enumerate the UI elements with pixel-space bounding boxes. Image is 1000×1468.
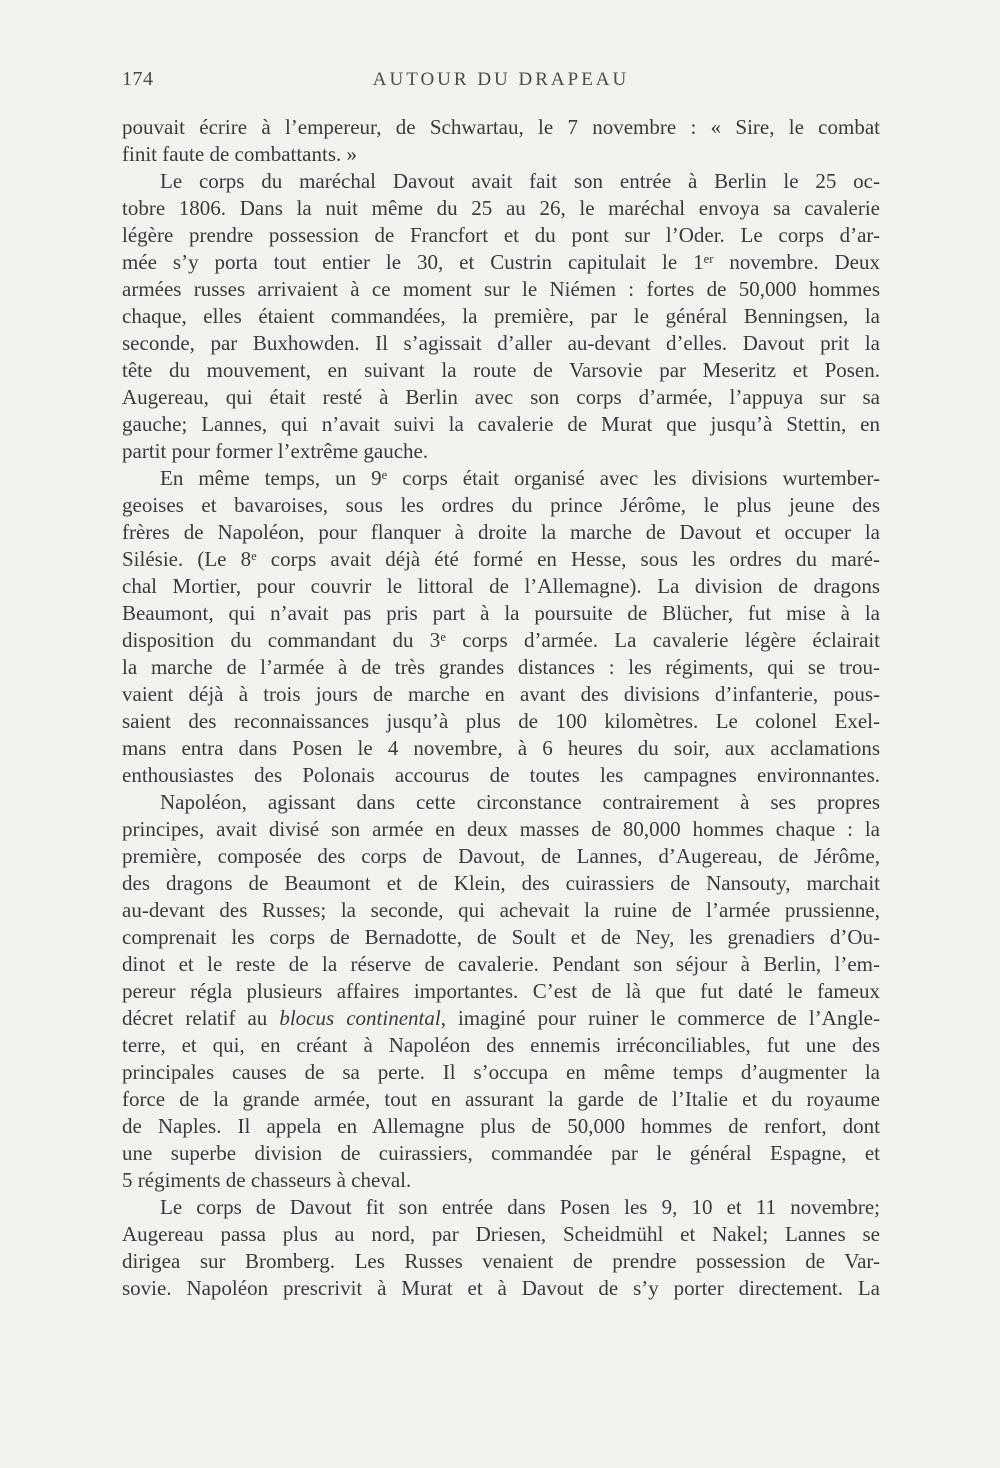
- text-line: dinot et le reste de la réserve de cavalerie. Pendant son séjour à Berlin, l’em-: [122, 952, 880, 976]
- text-line: Beaumont, qui n’avait pas pris part à la poursuite de Blücher, fut mise à la: [122, 601, 880, 625]
- text-run: mée s’y porta tout entier le 30, et Custrin capitulait le 1: [122, 250, 704, 274]
- paragraph: [122, 1194, 880, 1302]
- text-line: seconde, par Buxhowden. Il s’agissait d’aller au-devant d’elles. Davout prit la: [122, 331, 880, 355]
- text-line: finit faute de combattants. »: [122, 142, 358, 166]
- text-line: vaient déjà à trois jours de marche en avant des divisions d’infanterie, pous-: [122, 682, 880, 706]
- text-run: En même temps, un 9: [160, 466, 382, 490]
- text-line: première, composée des corps de Davout, de Lannes, d’Augereau, de Jérôme,: [122, 844, 880, 868]
- paragraph: [122, 465, 880, 789]
- text-line: une superbe division de cuirassiers, commandée par le général Espagne, et: [122, 1141, 880, 1165]
- text-line: tête du mouvement, en suivant la route de Varsovie par Meseritz et Posen.: [122, 358, 880, 382]
- text-line: chal Mortier, pour couvrir le littoral de l’Allemagne). La division de dragons: [122, 574, 880, 598]
- text-line: [122, 249, 880, 276]
- text-line: comprenait les corps de Bernadotte, de Soult et de Ney, les grenadiers d’Ou-: [122, 925, 880, 949]
- text-line: dirigea sur Bromberg. Les Russes venaient de prendre possession de Var-: [122, 1249, 880, 1273]
- paragraph: [122, 168, 880, 465]
- text-line: pouvait écrire à l’empereur, de Schwartau, le 7 novembre : « Sire, le combat: [122, 115, 880, 139]
- text-run: , imaginé pour ruiner le commerce de l’Angle-: [440, 1006, 880, 1030]
- text-line: de Naples. Il appela en Allemagne plus de 50,000 hommes de renfort, dont: [122, 1114, 880, 1138]
- text-line: tobre 1806. Dans la nuit même du 25 au 26, le maréchal envoya sa cavalerie: [122, 196, 880, 220]
- superscript: e: [381, 467, 388, 482]
- page-number: 174: [122, 68, 154, 90]
- text-run: Silésie. (Le 8: [122, 547, 252, 571]
- text-line: 5 régiments de chasseurs à cheval.: [122, 1168, 412, 1192]
- text-run: novembre. Deux: [713, 250, 880, 274]
- text-line: chaque, elles étaient commandées, la première, par le général Benningsen, la: [122, 304, 880, 328]
- text-line: gauche; Lannes, qui n’avait suivi la cavalerie de Murat que jusqu’à Stettin, en: [122, 412, 880, 436]
- text-line: sovie. Napoléon prescrivit à Murat et à Davout de s’y porter directement. La: [122, 1276, 880, 1300]
- text-line: frères de Napoléon, pour flanquer à droite la marche de Davout et occuper la: [122, 520, 880, 544]
- text-line: [122, 1005, 880, 1032]
- text-line: [122, 546, 880, 573]
- text-line: Augereau, qui était resté à Berlin avec son corps d’armée, l’appuya sur sa: [122, 385, 880, 409]
- text-line: Napoléon, agissant dans cette circonstance contrairement à ses propres: [160, 790, 880, 814]
- body-text: [122, 114, 880, 1302]
- text-line: au-devant des Russes; la seconde, qui achevait la ruine de l’armée prussienne,: [122, 898, 880, 922]
- text-line: enthousiastes des Polonais accourus de toutes les campagnes environnantes.: [122, 763, 880, 787]
- text-line: geoises et bavaroises, sous les ordres du prince Jérôme, le plus jeune des: [122, 493, 880, 517]
- text-line: saient des reconnaissances jusqu’à plus de 100 kilomètres. Le colonel Exel-: [122, 709, 880, 733]
- text-line: [122, 627, 880, 654]
- running-title: AUTOUR DU DRAPEAU: [372, 69, 630, 90]
- text-line: la marche de l’armée à de très grandes distances : les régiments, qui se trou-: [122, 655, 880, 679]
- superscript: er: [703, 251, 714, 266]
- superscript: e: [251, 548, 257, 563]
- text-line: principes, avait divisé son armée en deux masses de 80,000 hommes chaque : la: [122, 817, 880, 841]
- text-line: Augereau passa plus au nord, par Driesen, Scheidmühl et Nakel; Lannes se: [122, 1222, 880, 1246]
- text-line: partit pour former l’extrême gauche.: [122, 439, 429, 463]
- text-line: pereur régla plusieurs affaires importantes. C’est de là que fut daté le fameux: [122, 979, 880, 1003]
- text-run: disposition du commandant du 3: [122, 628, 441, 652]
- text-run: décret relatif au: [122, 1006, 280, 1030]
- text-line: force de la grande armée, tout en assurant la garde de l’Italie et du royaume: [122, 1087, 880, 1111]
- text-run: corps était organisé avec les divisions wurtember-: [387, 466, 880, 490]
- text-line: principales causes de sa perte. Il s’occupa en même temps d’augmenter la: [122, 1060, 880, 1084]
- text-run: corps d’armée. La cavalerie légère éclairait: [445, 628, 880, 652]
- text-line: mans entra dans Posen le 4 novembre, à 6 heures du soir, aux acclamations: [122, 736, 880, 760]
- text-line: Le corps du maréchal Davout avait fait son entrée à Berlin le 25 oc-: [160, 169, 880, 193]
- text-line: [122, 465, 880, 492]
- text-line: armées russes arrivaient à ce moment sur le Niémen : fortes de 50,000 hommes: [122, 277, 880, 301]
- text-line: Le corps de Davout fit son entrée dans Posen les 9, 10 et 11 novembre;: [160, 1195, 880, 1219]
- italic-text: blocus continental: [279, 1006, 441, 1030]
- superscript: e: [440, 629, 446, 644]
- paragraph: [122, 789, 880, 1194]
- text-line: terre, et qui, en créant à Napoléon des ennemis irréconciliables, fut une des: [122, 1033, 880, 1057]
- paragraph-continued: [122, 114, 880, 168]
- text-run: corps avait déjà été formé en Hesse, sous les ordres du maré-: [256, 547, 880, 571]
- text-line: légère prendre possession de Francfort et du pont sur l’Oder. Le corps d’ar-: [122, 223, 880, 247]
- text-line: des dragons de Beaumont et de Klein, des cuirassiers de Nansouty, marchait: [122, 871, 880, 895]
